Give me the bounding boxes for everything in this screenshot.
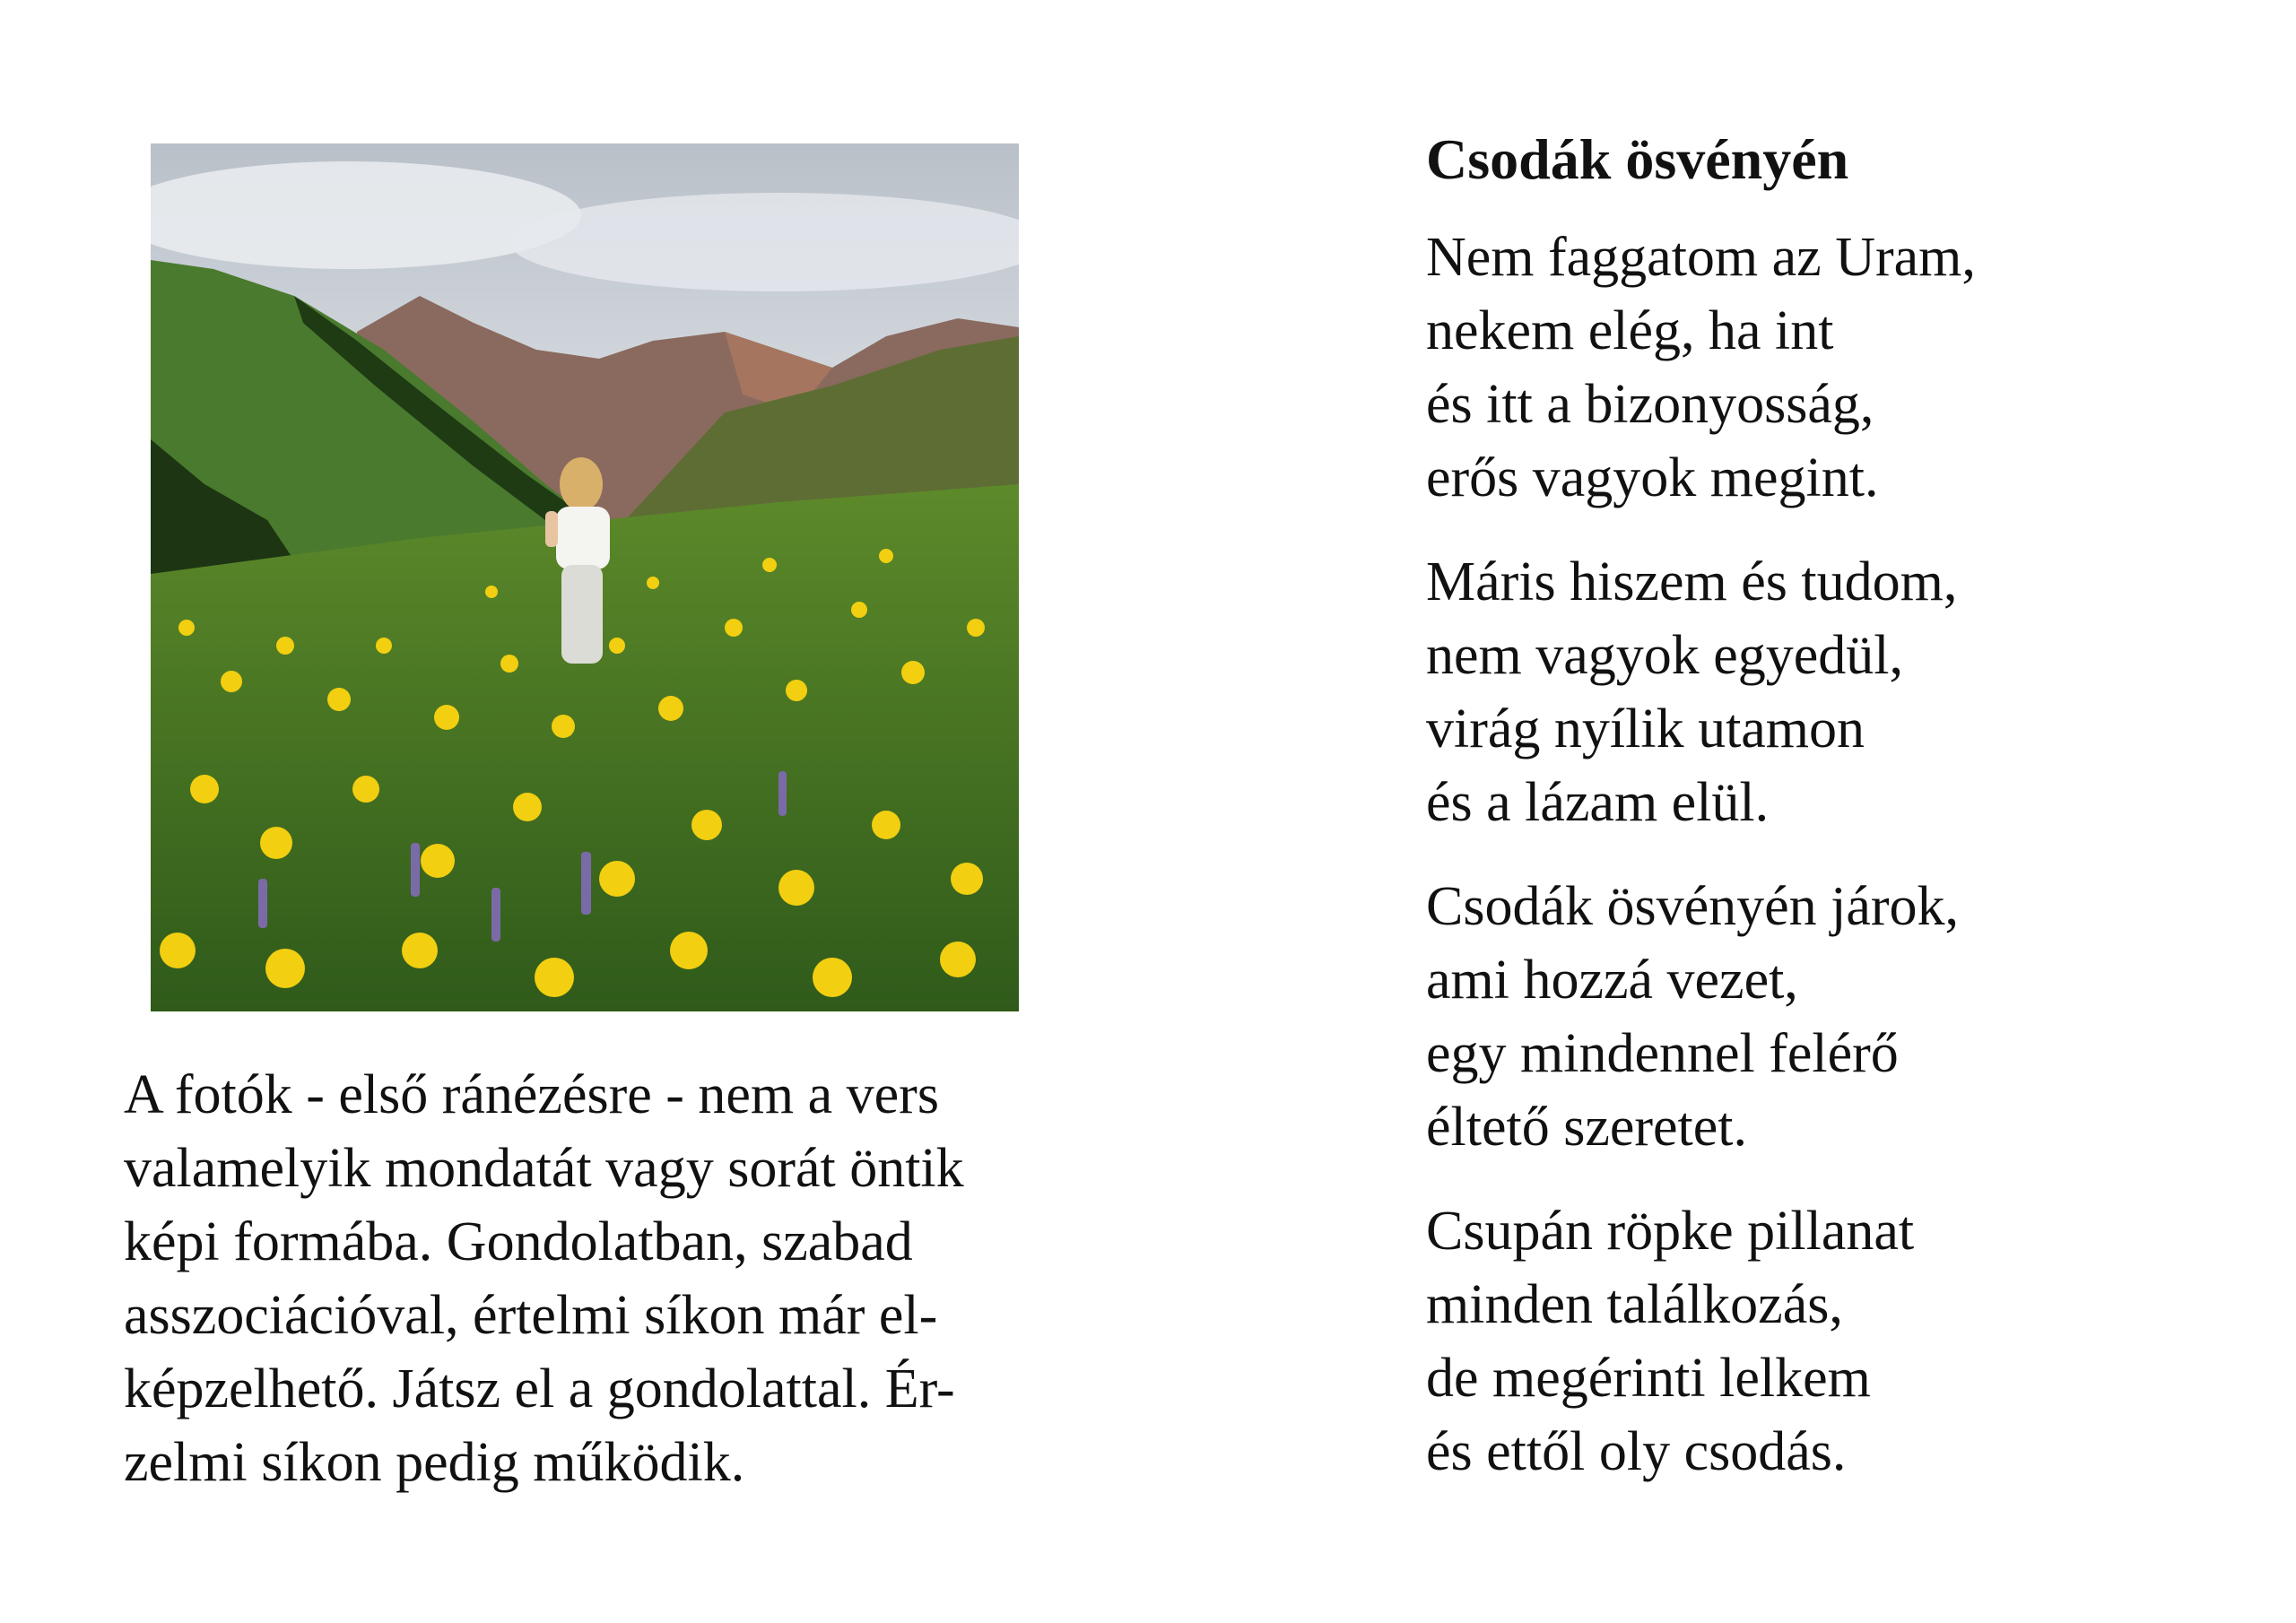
poem-line: virág nyílik utamon <box>1426 699 1866 759</box>
poem-line: és a lázam elül. <box>1426 772 1770 833</box>
meadow-photo <box>151 143 1019 1011</box>
poem-line: és itt a bizonyosság, <box>1426 374 1874 435</box>
caption-line: asszociációval, értelmi síkon már el- <box>124 1285 938 1346</box>
poem-stanza <box>1426 545 2233 839</box>
poem-line: Máris hiszem és tudom, <box>1426 551 1958 612</box>
poem-line: erős vagyok megint. <box>1426 447 1879 508</box>
poem <box>1426 124 2233 1519</box>
poem-stanza <box>1426 870 2233 1164</box>
poem-stanza <box>1426 1194 2233 1488</box>
poem-line: Csupán röpke pillanat <box>1426 1201 1915 1262</box>
poem-line: nekem elég, ha int <box>1426 300 1834 361</box>
poem-line: egy mindennel felérő <box>1426 1023 1899 1084</box>
poem-line: Nem faggatom az Uram, <box>1426 227 1976 288</box>
poem-line: Csodák ösvényén járok, <box>1426 876 1960 937</box>
caption-line: valamelyik mondatát vagy sorát öntik <box>124 1138 964 1199</box>
poem-line: és ettől oly csodás. <box>1426 1421 1847 1482</box>
caption-line: képi formába. Gondolatban, szabad <box>124 1211 913 1272</box>
caption-line: A fotók - első ránézésre - nem a vers <box>124 1064 939 1125</box>
poem-stanza <box>1426 221 2233 515</box>
poem-line: minden találkozás, <box>1426 1274 1843 1335</box>
poem-line: ami hozzá vezet, <box>1426 950 1798 1011</box>
poem-line: éltető szeretet. <box>1426 1097 1748 1158</box>
poem-title: Csodák ösvényén <box>1426 127 1849 191</box>
poem-line: nem vagyok egyedül, <box>1426 625 1904 686</box>
caption-line: zelmi síkon pedig működik. <box>124 1432 745 1493</box>
caption-line: képzelhető. Játsz el a gondolattal. Ér- <box>124 1358 955 1419</box>
photo-caption <box>124 1058 1065 1499</box>
poem-line: de megérinti lelkem <box>1426 1348 1871 1409</box>
meadow-photo-illustration <box>151 143 1019 1011</box>
